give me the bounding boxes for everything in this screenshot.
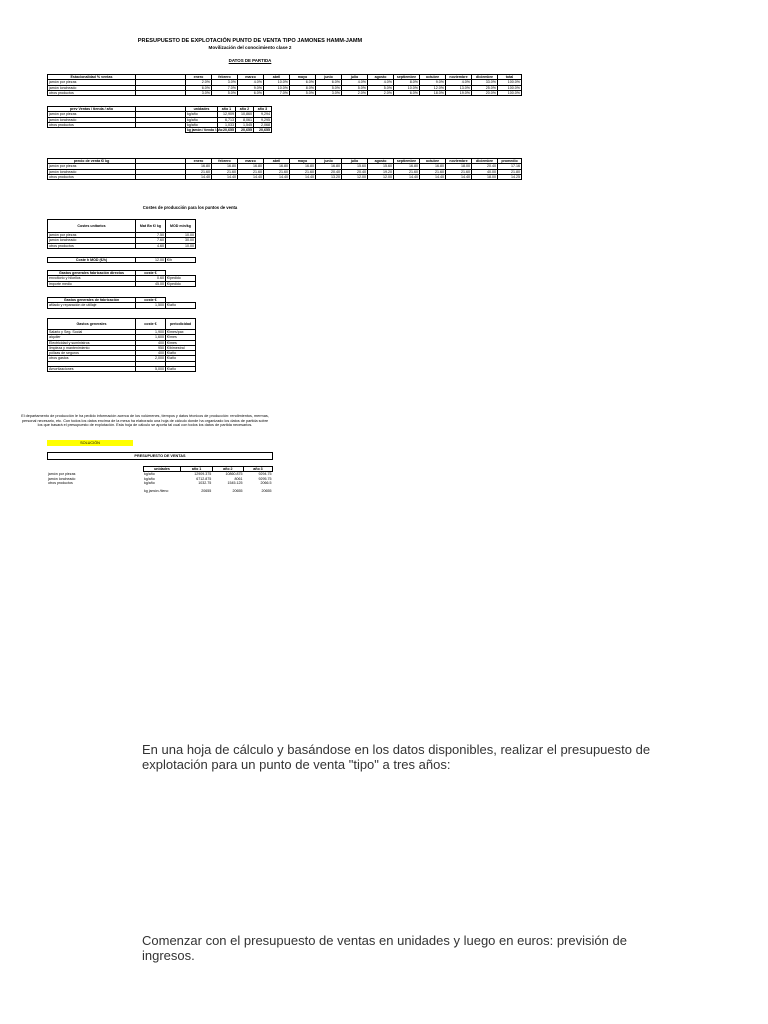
season-header-col-5: abril [264,75,290,80]
season-cell: 5.0% [212,90,238,95]
price-cell: 14.40 [264,174,290,179]
general-costs-period-header: periodicidad [166,319,196,330]
price-cell: otros productos [48,174,136,179]
volume-total-y1: 20,655 [218,128,236,133]
price-header-col-12: noviembre [446,159,472,164]
price-cell [136,174,186,179]
price-header-col-8: julio [342,159,368,164]
volume-header-col-3: año 1 [218,107,236,112]
budget-cell: otros productos [48,480,73,485]
unit-cost-row [48,243,196,248]
general-cost-cell: limpieza y mantenimiento [48,345,136,350]
budget-total-y3: 20655 [261,489,272,494]
season-row [48,90,522,95]
direct-cost-row [48,281,196,286]
season-cell: 4.0% [342,80,368,85]
budget-cell: 6712.875 [196,476,212,481]
unit-cost-cell: 7.50 [136,233,166,238]
season-cell: 6.0% [316,80,342,85]
budget-total-y2: 20655 [232,489,243,494]
season-cell: 19.0% [446,90,472,95]
general-cost-cell: €/año [166,356,196,361]
volume-cell: 9,294 [254,112,272,117]
mod-cost-unit: €/h [166,258,196,263]
price-cell: 14.25 [498,174,522,179]
budget-total-label: kg jamón /tieno [144,489,169,494]
price-cell: 12.00 [342,174,368,179]
price-cell: 21.60 [264,169,290,174]
budget-cell: 8061 [234,476,243,481]
budget-cell: 12909.375 [194,472,212,477]
season-cell: 12.0% [420,85,446,90]
direct-cost-cell: €/pedido [166,276,196,281]
season-cell: 7.0% [264,90,290,95]
budget-cell: 10860.875 [225,472,243,477]
season-cell: 4.0% [446,80,472,85]
price-header-col-0: precio de venta €/ kg [48,159,136,164]
season-header-col-12: noviembre [446,75,472,80]
unit-cost-cell: 7.60 [136,238,166,243]
general-cost-cell: 1,600 [136,335,166,340]
instruction-text-1: En una hoja de cálculo y basándose en los datos disponibles, realizar el presupuesto de explotación para un punto de venta "tipo" a tres años: [142,742,651,772]
volume-total-y3: 20,655 [254,128,272,133]
manuf-cost-cell: afilado y reparación de utillaje [48,303,136,308]
volume-cell: jamón loncheado [48,117,136,122]
price-cell: 14.40 [212,174,238,179]
price-cell: 17.16 [498,164,522,169]
price-cell: 16.80 [420,164,446,169]
season-header-col-0: Estacionalidad % ventas [48,75,136,80]
direct-cost-cell: €/pedido [166,281,196,286]
season-cell: 33.0% [472,80,498,85]
price-cell: 14.40 [420,174,446,179]
section-label: DATOS DE PARTIDA [228,58,272,63]
volume-header-col-0: prev Ventas / tienda / año [48,107,136,112]
season-cell: 25.0% [472,85,498,90]
general-cost-cell: 400 [136,340,166,345]
general-cost-cell: €/año [166,367,196,372]
general-cost-cell: Salario y Seg. Social [48,330,136,335]
season-cell: 4.0% [238,80,264,85]
price-cell: 14.40 [290,174,316,179]
volume-cell: kg/año [186,112,218,117]
budget-cell: kg/año [144,476,155,481]
general-cost-cell: Amortizaciones [48,367,136,372]
page-subtitle: Movilización del conocimiento clase 2 [208,45,292,50]
price-cell: 16.80 [186,164,212,169]
budget-cell: 9294.75 [258,472,272,477]
general-cost-cell: €/mes [166,335,196,340]
volume-cell: jamón por piezas [48,112,136,117]
budget-cell: 9295.75 [258,476,272,481]
price-cell: 20.40 [316,169,342,174]
season-cell: 8.0% [290,85,316,90]
general-cost-cell: pólizas de seguros [48,351,136,356]
price-header-col-10: septiembre [394,159,420,164]
volume-total-label: kg jamón / tienda / año [187,128,223,133]
price-cell: 21.60 [420,169,446,174]
season-cell: otros productos [48,90,136,95]
price-cell: 21.60 [212,169,238,174]
general-cost-cell: 1,900 [136,330,166,335]
direct-costs-table [47,270,196,287]
season-cell: 3.0% [212,80,238,85]
season-cell: 5.0% [290,90,316,95]
season-cell: 9.0% [420,80,446,85]
price-cell: 12.00 [368,174,394,179]
budget-y1-header: año 1 [181,467,212,472]
volume-cell: kg/año [186,122,218,127]
description-paragraph: El departamento de producción le ha pedido información acerca de los volúmenes, tiempos y datos técnicos de producción: rendimientos, mermas, personal necesario, etc. Con todos los datos encima de la mesa ha elaborado una hoja de cálculo donde ha organizado los datos de partida sobre los que basará el presupuesto de explotación. Esta hoja de cálculo se aporta tal cual con todos los datos de partida necesarios. [21,414,269,427]
season-cell: 10.0% [264,80,290,85]
general-cost-cell: €/mes [166,340,196,345]
season-cell: 9.0% [238,85,264,90]
budget-total-y1: 20655 [201,489,212,494]
season-cell: 2.0% [368,90,394,95]
budget-cell: kg/año [144,472,155,477]
season-cell: 18.0% [420,90,446,95]
budget-header: PRESUPUESTO DE VENTAS [47,452,273,460]
season-cell: 5.0% [342,85,368,90]
manuf-cost-row [48,303,196,308]
manuf-costs-cost-header: coste € [136,298,166,303]
price-cell: 14.40 [394,174,420,179]
price-cell: 21.60 [186,169,212,174]
direct-cost-cell: envoltorio y hilorllos [48,276,136,281]
price-cell: 21.60 [238,169,264,174]
unit-cost-cell: jamón por piezas [48,233,136,238]
volume-cell: 2,068 [254,122,272,127]
season-header-col-14: total [498,75,522,80]
season-header-col-8: julio [342,75,368,80]
price-header-col-6: mayo [290,159,316,164]
general-costs-header: Gastos generales [48,319,136,330]
season-cell: 8.0% [394,80,420,85]
price-cell: 14.40 [186,174,212,179]
season-header-col-10: septiembre [394,75,420,80]
volume-total-y2: 20,655 [236,128,254,133]
price-header-col-11: octubre [420,159,446,164]
price-cell: 16.80 [212,164,238,169]
volume-cell: kg/año [186,117,218,122]
price-cell: 14.40 [446,174,472,179]
solution-label: SOLUCIÓN [47,440,133,446]
unit-cost-cell: jamón loncheado [48,238,136,243]
price-cell: 18.00 [446,164,472,169]
price-cell: 21.60 [290,169,316,174]
season-cell: 6.0% [394,90,420,95]
price-cell: 40.00 [472,169,498,174]
mod-cost-table [47,257,196,263]
budget-cell: 1545.125 [227,480,243,485]
price-header-col-13: diciembre [472,159,498,164]
volume-cell: 10,860 [236,112,254,117]
general-costs-cost-header: coste € [136,319,166,330]
general-cost-cell: Electricidad y suministros [48,340,136,345]
season-header-col-2: enero [186,75,212,80]
budget-table [47,466,273,494]
budget-y3-header: año 3 [243,467,272,472]
general-costs-table [47,318,196,372]
unit-cost-cell: 30.00 [166,238,196,243]
season-header-col-7: junio [316,75,342,80]
direct-cost-cell: 45.00 [136,281,166,286]
general-cost-cell: 950 [136,345,166,350]
unit-cost-cell: 4.60 [136,243,166,248]
season-cell: 6.0% [290,80,316,85]
season-cell [136,90,186,95]
season-header-col-3: febrero [212,75,238,80]
general-cost-cell: 2,000 [136,356,166,361]
prices-table [47,158,522,180]
season-cell: 20.0% [472,90,498,95]
general-cost-cell: alquiler [48,335,136,340]
season-header-col-11: octubre [420,75,446,80]
budget-cell: jamón loncheado [48,476,76,481]
budget-y2-header: año 2 [212,467,243,472]
unit-costs-table [47,219,196,249]
budget-cell: 1032.75 [198,480,212,485]
volume-header-col-5: año 3 [254,107,272,112]
season-cell: 4.0% [368,80,394,85]
general-cost-cell: 5,000 [136,367,166,372]
season-header-col-4: marzo [238,75,264,80]
season-cell: 3.0% [186,90,212,95]
price-header-col-14: promedio [498,159,522,164]
price-cell: 20.40 [472,164,498,169]
budget-total-row [47,489,273,493]
season-cell: jamón por piezas [48,80,136,85]
price-cell: 14.40 [238,174,264,179]
mod-cost-value: 12.00 [136,258,166,263]
season-cell: 10.0% [264,85,290,90]
price-header-col-4: marzo [238,159,264,164]
season-cell: 6.0% [238,90,264,95]
volume-cell: 1,545 [236,122,254,127]
general-cost-row [48,367,196,372]
season-cell: 6.0% [186,85,212,90]
price-cell: 20.40 [342,169,368,174]
mod-cost-label: Coste h MOD (€/h) [48,258,136,263]
volume-cell: 9,295 [254,117,272,122]
volume-cell: 12,909 [218,112,236,117]
manuf-cost-cell: €/año [166,303,196,308]
season-cell: 5.0% [316,85,342,90]
price-cell: jamón por piezas [48,164,136,169]
season-header-col-13: diciembre [472,75,498,80]
volume-cell: 8,061 [236,117,254,122]
price-cell: jamón loncheado [48,169,136,174]
volume-table [47,106,272,133]
season-cell: 7.0% [212,85,238,90]
volume-header-col-2: unidades [186,107,218,112]
table-header-row [48,319,196,330]
season-cell: 10.0% [394,85,420,90]
price-cell: 15.60 [368,164,394,169]
general-cost-cell: 400 [136,351,166,356]
season-header-col-9: agosto [368,75,394,80]
season-cell: 100.0% [498,80,522,85]
budget-cell: jamón por piezas [48,472,76,477]
price-cell: 15.60 [342,164,368,169]
season-cell: jamón loncheado [48,85,136,90]
volume-total-row [48,128,272,133]
unit-cost-cell: otros productos [48,243,136,248]
price-cell: 16.80 [290,164,316,169]
general-cost-cell: otros gastos [48,356,136,361]
instruction-text-2: Comenzar con el presupuesto de ventas en unidades y luego en euros: previsión de ingresos. [142,933,627,963]
direct-costs-cost-header: coste € [136,271,166,276]
unit-costs-header: Costes unitarios [48,220,136,233]
table-header-row [48,220,196,233]
direct-costs-header: Gastos generales fabricación directos [48,271,136,276]
price-cell: 21.60 [446,169,472,174]
production-title: Costes de producción para los puntos de venta [142,205,238,210]
price-cell: 16.80 [316,164,342,169]
season-cell: 2.0% [342,90,368,95]
seasonality-table [47,74,522,96]
season-cell: 100.0% [498,90,522,95]
unit-cost-cell: 10.00 [166,243,196,248]
price-header-col-3: febrero [212,159,238,164]
budget-cell: 2066.5 [260,480,272,485]
volume-header-col-4: año 2 [236,107,254,112]
price-cell: 16.80 [394,164,420,169]
volume-cell: otros productos [48,122,136,127]
general-cost-cell: €/bimestral [166,345,196,350]
manuf-costs-table [47,297,196,309]
season-cell: 100.0% [498,85,522,90]
price-cell: 13.20 [316,174,342,179]
price-header-col-2: enero [186,159,212,164]
volume-cell: 1,033 [218,122,236,127]
page-title: PRESUPUESTO DE EXPLOTACIÓN PUNTO DE VENTA TIPO JAMONES HAMM-JAMM [137,38,363,44]
mod-cost-row [48,258,196,263]
price-cell: 19.20 [368,169,394,174]
price-cell: 16.80 [264,164,290,169]
budget-units-header: unidades [143,467,181,472]
season-cell: 2.0% [186,80,212,85]
general-cost-cell: €/año [166,351,196,356]
budget-cell: kg/año [144,480,155,485]
price-row [48,174,522,179]
mat-header: Mat Bn €/ kg [136,220,166,233]
direct-cost-cell: importe medio [48,281,136,286]
volume-cell: 6,713 [218,117,236,122]
mod-header: MOD min/kg [166,220,196,233]
price-header-col-7: junio [316,159,342,164]
season-header-col-6: mayo [290,75,316,80]
season-cell: 3.0% [316,90,342,95]
unit-cost-cell: 10.00 [166,233,196,238]
general-cost-cell: €/mes/pax [166,330,196,335]
price-cell: 18.00 [472,174,498,179]
season-cell: 5.0% [368,85,394,90]
price-header-col-5: abril [264,159,290,164]
season-cell: 13.0% [446,85,472,90]
price-cell: 21.80 [498,169,522,174]
price-header-col-9: agosto [368,159,394,164]
direct-cost-cell: 0.60 [136,276,166,281]
price-cell: 21.60 [394,169,420,174]
manuf-costs-header: Gastos generales de fabricación [48,298,136,303]
manuf-cost-cell: 1,500 [136,303,166,308]
price-cell: 16.80 [238,164,264,169]
